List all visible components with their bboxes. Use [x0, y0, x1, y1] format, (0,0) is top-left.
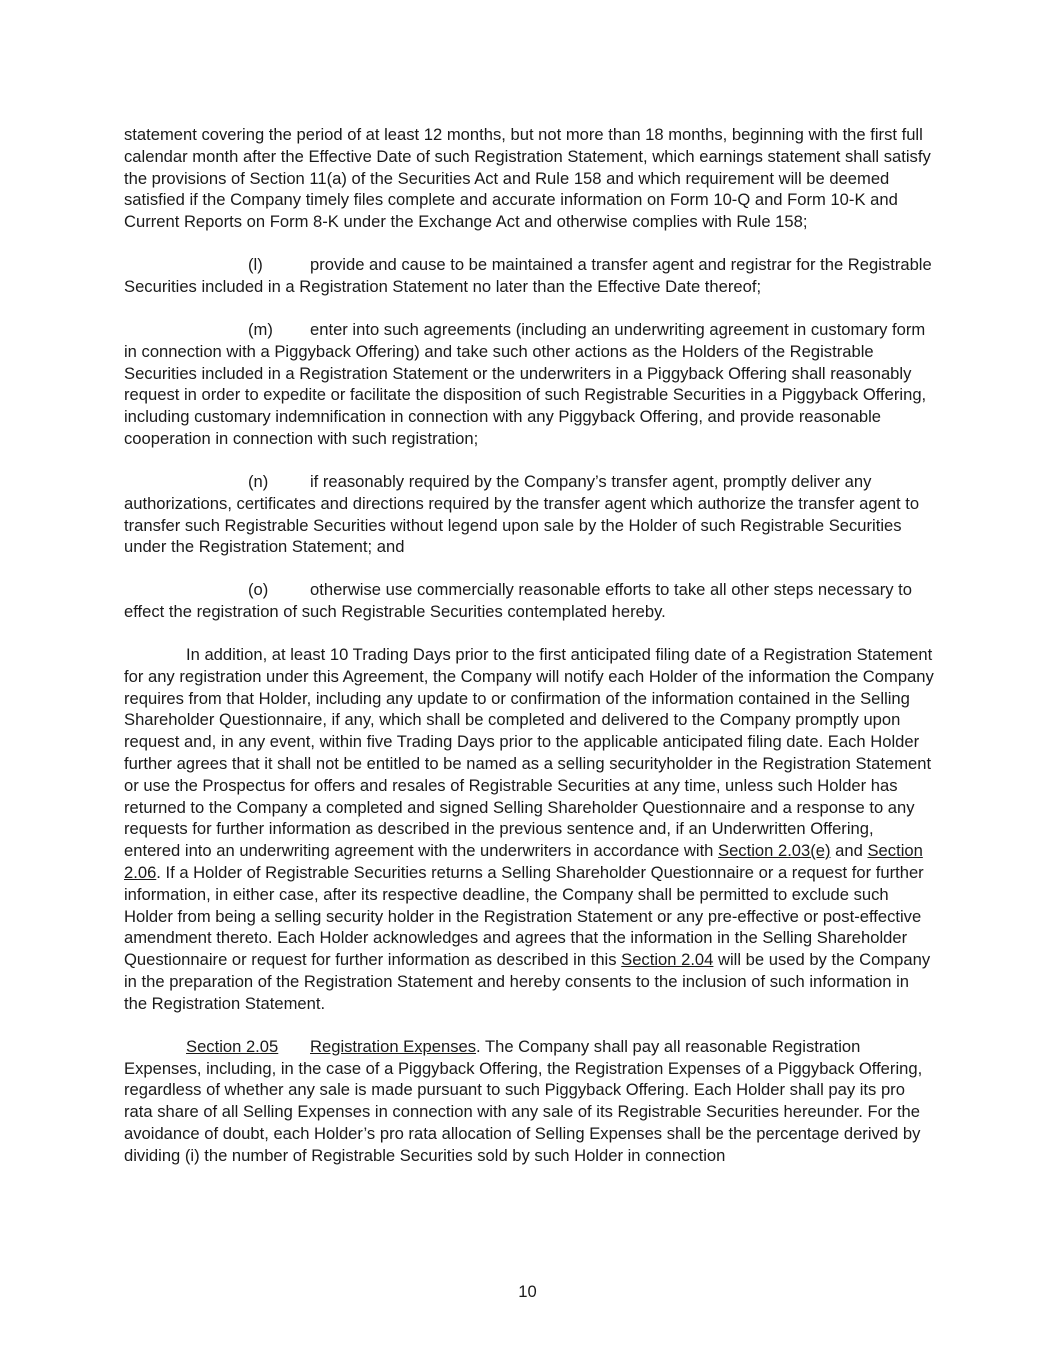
addition-paragraph: [124, 644, 934, 1015]
item-text: provide and cause to be maintained a transfer agent and registrar for the Registrable Securities included in a Registration Statement no later than the Effective Date thereof;: [124, 255, 932, 296]
section-2-04-link[interactable]: Section 2.04: [621, 950, 714, 970]
section-2-03e-link[interactable]: Section 2.03(e): [718, 841, 831, 861]
addition-text-2: . If a Holder of Registrable Securities returns a Selling Shareholder Questionnaire or a request for further information, in either case, after its respective deadline, the Company shall be permitted to exclude such Holder from being a selling security holder in the Registration Statement or any pre-effective or post-effective amendment thereto. Each Holder acknowledges and agrees that the information in the Selling Shareholder Questionnaire or request for further information as described in this: [124, 863, 924, 970]
page-number: 10: [518, 1282, 537, 1301]
section-title: Registration Expenses: [310, 1036, 477, 1056]
list-item-n: [124, 471, 934, 558]
list-item-o: [124, 579, 934, 623]
item-label: (n): [248, 471, 269, 491]
item-text: enter into such agreements (including an underwriting agreement in customary form in connection with a Piggyback Offering) and take such other actions as the Holders of the Registrable Securities included in a Registration Statement or the underwriters in a Piggyback Offering shall reasonably request in order to expedite or facilitate the disposition of such Registrable Securities in a Piggyback Offering, including customary indemnification in connection with any Piggyback Offering, and provide reasonable cooperation in connection with such registration;: [124, 319, 927, 448]
document-page: [124, 124, 934, 1188]
continued-paragraph: statement covering the period of at least 12 months, but not more than 18 months, beginning with the first full calendar month after the Effective Date of such Registration Statement, which earnings statement shall satisfy the provisions of Section 11(a) of the Securities Act and Rule 158 and which requirement will be deemed satisfied if the Company timely files complete and accurate information on Form 10-Q and Form 10-K and Current Reports on Form 8-K under the Exchange Act and otherwise complies with Rule 158;: [124, 125, 931, 232]
section-number: Section 2.05: [186, 1036, 279, 1056]
list-item-l: [124, 254, 934, 298]
item-label: (o): [248, 580, 269, 600]
item-text: otherwise use commercially reasonable efforts to take all other steps necessary to effect the registration of such Registrable Securities contemplated hereby.: [124, 580, 912, 622]
item-label: (m): [248, 319, 273, 339]
item-label: (l): [248, 255, 263, 275]
addition-and: and: [830, 841, 868, 861]
list-item-m: [124, 319, 934, 450]
addition-text-1: In addition, at least 10 Trading Days prior to the first anticipated filing date of a Registration Statement for any registration under this Agreement, the Company will notify each Holder of the information the Company requires from that Holder, including any update to or confirmation of the information contained in the Selling Shareholder Questionnaire, if any, which shall be completed and delivered to the Company promptly upon request and, in any event, within five Trading Days prior to the applicable anticipated filing date. Each Holder further agrees that it shall not be entitled to be named as a selling securityholder in the Registration Statement or use the Prospectus for offers and resales of Registrable Securities at any time, unless such Holder has returned to the Company a completed and signed Selling Shareholder Questionnaire and a response to any requests for further information as described in the previous sentence and, if an Underwritten Offering, entered into an underwriting agreement with the underwriters in accordance with: [124, 645, 934, 861]
section-title-end: .: [476, 1036, 481, 1056]
section-2-05-paragraph: [124, 1036, 934, 1167]
addition-text-3: will be used by the Company in the preparation of the Registration Statement and hereby consents to the inclusion of such information in the Registration Statement.: [124, 950, 931, 1013]
item-text: if reasonably required by the Company’s transfer agent, promptly deliver any authorizations, certificates and directions required by the transfer agent which authorize the transfer agent to transfer such Registrable Securities without legend upon sale by the Holder of such Registrable Securities under the Registration Statement; and: [124, 471, 920, 557]
section-2-06-link[interactable]: Section 2.06: [124, 841, 923, 883]
section-text: The Company shall pay all reasonable Registration Expenses, including, in the case of a Piggyback Offering, the Registration Expenses of a Piggyback Offering, regardless of whether any sale is made pursuant to such Piggyback Offering. Each Holder shall pay its pro rata share of all Selling Expenses in connection with any sale of its Registrable Securities hereunder. For the avoidance of doubt, each Holder’s pro rata allocation of Selling Expenses shall be the percentage derived by dividing (i) the number of Registrable Securities sold by such Holder in connection: [124, 1036, 923, 1165]
